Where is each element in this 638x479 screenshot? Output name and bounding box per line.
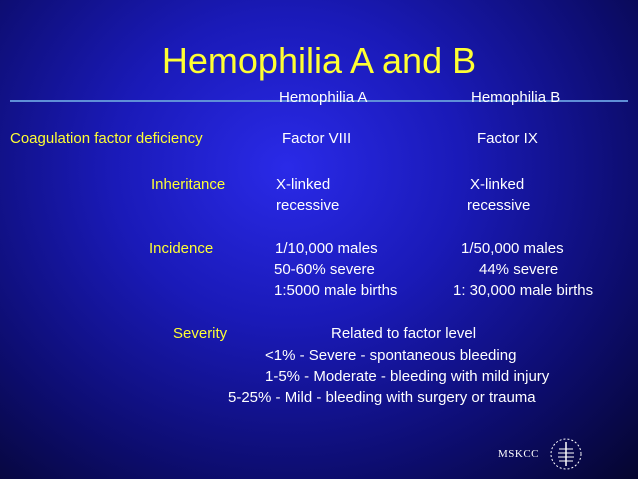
incidence-a-line1: 1/10,000 males <box>275 240 378 257</box>
inheritance-b-line2: recessive <box>467 197 531 214</box>
incidence-a-line3: 1:5000 male births <box>274 282 398 299</box>
incidence-a-line2: 50-60% severe <box>274 261 375 278</box>
label-severity: Severity <box>173 325 228 342</box>
incidence-b-line1: 1/50,000 males <box>461 240 564 257</box>
severity-line1: Related to factor level <box>331 325 477 342</box>
inheritance-a-line1: X-linked <box>276 176 331 193</box>
coag-b-value: Factor IX <box>477 130 538 147</box>
incidence-b-line2: 44% severe <box>479 261 559 278</box>
severity-line3: 1-5% - Moderate - bleeding with mild injury <box>265 368 550 385</box>
inheritance-b-line1: X-linked <box>470 176 525 193</box>
coag-a-value: Factor VIII <box>282 130 352 147</box>
inheritance-a-line2: recessive <box>276 197 340 214</box>
severity-line2: <1% - Severe - spontaneous bleeding <box>265 347 517 364</box>
label-incidence: Incidence <box>149 240 214 257</box>
header-hemophilia-a: Hemophilia A <box>279 89 368 106</box>
label-coagulation-factor: Coagulation factor deficiency <box>10 130 203 147</box>
slide-title: Hemophilia A and B <box>161 40 477 81</box>
mskcc-logo-text: MSKCC <box>498 448 540 460</box>
header-hemophilia-b: Hemophilia B <box>471 89 561 106</box>
label-inheritance: Inheritance <box>151 176 226 193</box>
mskcc-logo <box>496 436 586 472</box>
mskcc-emblem-icon <box>548 436 584 472</box>
severity-line4: 5-25% - Mild - bleeding with surgery or trauma <box>228 389 536 406</box>
incidence-b-line3: 1: 30,000 male births <box>453 282 594 299</box>
